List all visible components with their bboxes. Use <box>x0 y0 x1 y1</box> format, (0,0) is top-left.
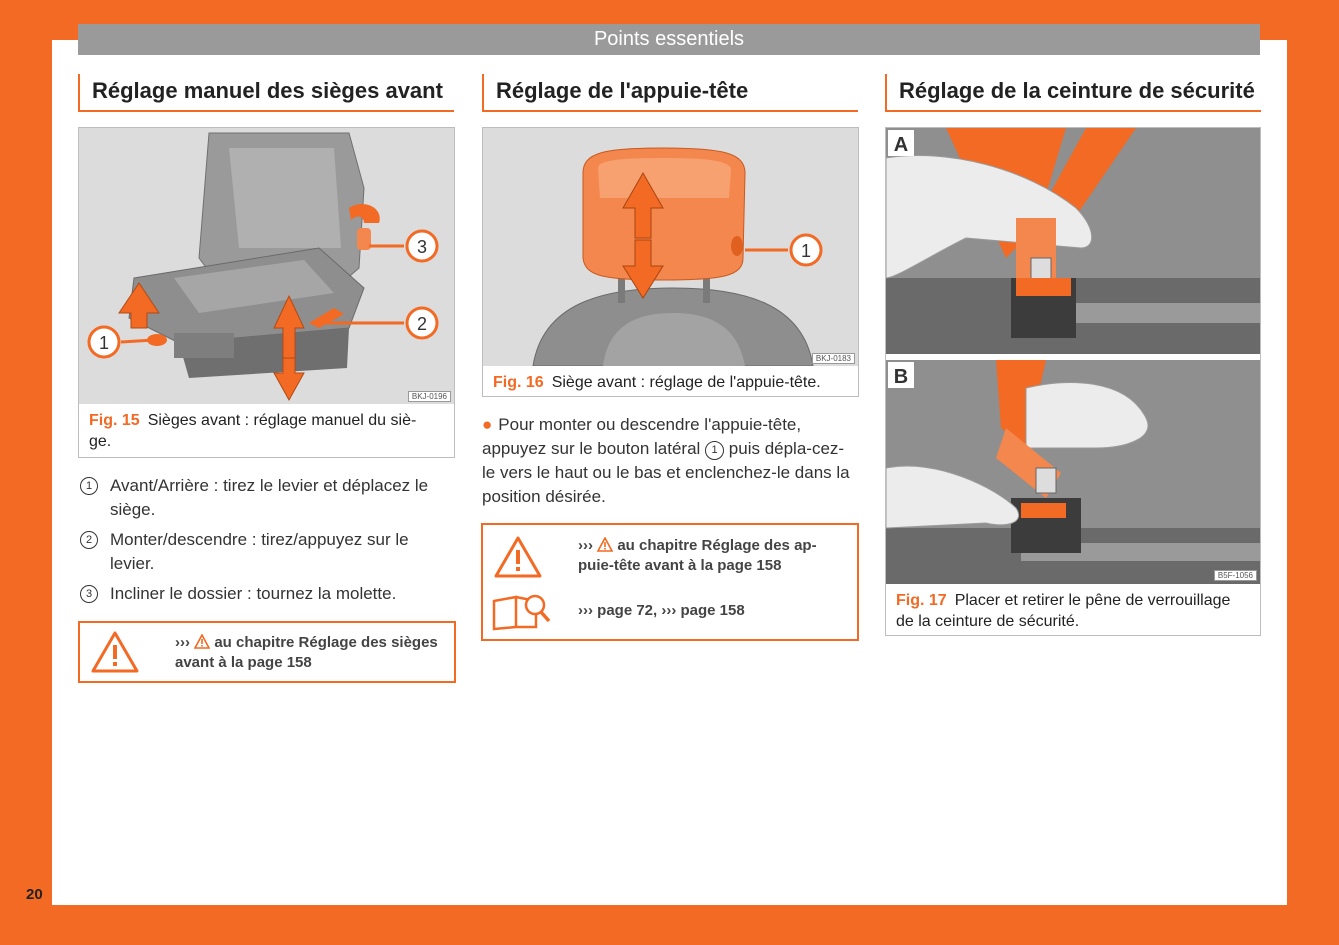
list-item <box>78 528 454 576</box>
section-title: Réglage de la ceinture de sécurité <box>885 74 1261 112</box>
callout-1 <box>89 327 119 357</box>
page-frame-right <box>1287 0 1339 945</box>
warning-link[interactable]: au chapitre Réglage des ap- <box>617 537 817 554</box>
warning-text <box>578 536 853 576</box>
callout-3 <box>407 231 437 261</box>
figure-caption <box>886 584 1260 638</box>
warning-link[interactable]: au chapitre Réglage des sièges <box>214 634 438 651</box>
figure-caption <box>79 404 454 458</box>
warning-box <box>481 523 859 641</box>
item-number: 2 <box>80 531 98 549</box>
list-item <box>78 582 454 606</box>
figure-code: BKJ-0196 <box>408 391 451 402</box>
page-frame-bottom <box>0 905 1339 945</box>
warning-text <box>175 633 450 673</box>
figure-seat <box>78 127 455 458</box>
warning-icon <box>493 535 543 579</box>
callout-1 <box>791 235 821 265</box>
caption-text: Sièges avant : réglage manuel du siè- <box>147 412 417 429</box>
page-header: Points essentiels <box>78 24 1260 55</box>
item-number: 1 <box>80 477 98 495</box>
warning-icon <box>90 630 140 674</box>
figure-label: Fig. 15 <box>89 412 140 429</box>
svg-text:B: B <box>893 366 909 388</box>
reference-chevrons: ››› <box>175 634 190 651</box>
figure-caption <box>483 366 858 399</box>
paragraph-text-1: Pour monter ou descendre l'appuie-tête, appuyez sur le bouton latéral <box>482 415 802 458</box>
svg-text:3: 3 <box>416 237 428 257</box>
bullet-icon: ● <box>482 415 493 434</box>
figure-code: B5F-1056 <box>1214 570 1257 581</box>
page-number: 20 <box>26 886 43 903</box>
figure-label: Fig. 16 <box>493 374 544 391</box>
section-title: Réglage de l'appuie-tête <box>482 74 858 112</box>
svg-text:1: 1 <box>800 241 812 261</box>
page-references[interactable]: ››› page 72, ››› page 158 <box>578 602 745 619</box>
svg-text:2: 2 <box>416 314 428 334</box>
warning-link-cont[interactable]: puie-tête avant à la page 158 <box>578 557 782 574</box>
figure-headrest <box>482 127 859 397</box>
adjustment-list <box>78 474 454 612</box>
caption-text-cont: ge. <box>89 433 112 450</box>
callout-2 <box>407 308 437 338</box>
caption-text-cont: de la ceinture de sécurité. <box>896 613 1080 630</box>
seat-illustration <box>79 128 454 404</box>
paragraph-text-2: puis dépla-cez-le vers le haut ou le bas et enclenchez-le dans la position désirée. <box>482 439 850 506</box>
item-number: 3 <box>80 585 98 603</box>
caption-text: Siège avant : réglage de l'appuie-tête. <box>551 374 821 391</box>
panel-label-a <box>888 130 914 156</box>
svg-text:1: 1 <box>98 333 110 353</box>
figure-code: BKJ-0183 <box>812 353 855 364</box>
section-seatbelt <box>885 74 1261 112</box>
headrest-instructions <box>482 413 857 509</box>
warning-link-cont[interactable]: avant à la page 158 <box>175 654 312 671</box>
figure-seatbelt <box>885 127 1261 636</box>
caption-text: Placer et retirer le pêne de verrouillage <box>954 592 1231 609</box>
small-warning-icon <box>597 537 613 552</box>
small-warning-icon <box>194 634 210 649</box>
page-frame-left <box>0 0 52 945</box>
item-text: Monter/descendre : tirez/appuyez sur le levier. <box>110 530 409 573</box>
panel-label-b <box>888 362 914 388</box>
warning-box <box>78 621 456 683</box>
svg-text:A: A <box>893 134 909 156</box>
section-seat-adjustment <box>78 74 454 112</box>
item-text: Avant/Arrière : tirez le levier et déplacez le siège. <box>110 476 429 519</box>
reference-chevrons: ››› <box>578 537 593 554</box>
inline-number: 1 <box>705 441 724 460</box>
seatbelt-illustration <box>886 128 1260 584</box>
figure-label: Fig. 17 <box>896 592 947 609</box>
item-text: Incliner le dossier : tournez la molette. <box>110 584 397 603</box>
headrest-illustration <box>483 128 858 366</box>
book-magnifier-icon <box>491 591 553 631</box>
section-title: Réglage manuel des sièges avant <box>78 74 454 112</box>
section-headrest <box>482 74 858 112</box>
list-item <box>78 474 454 522</box>
